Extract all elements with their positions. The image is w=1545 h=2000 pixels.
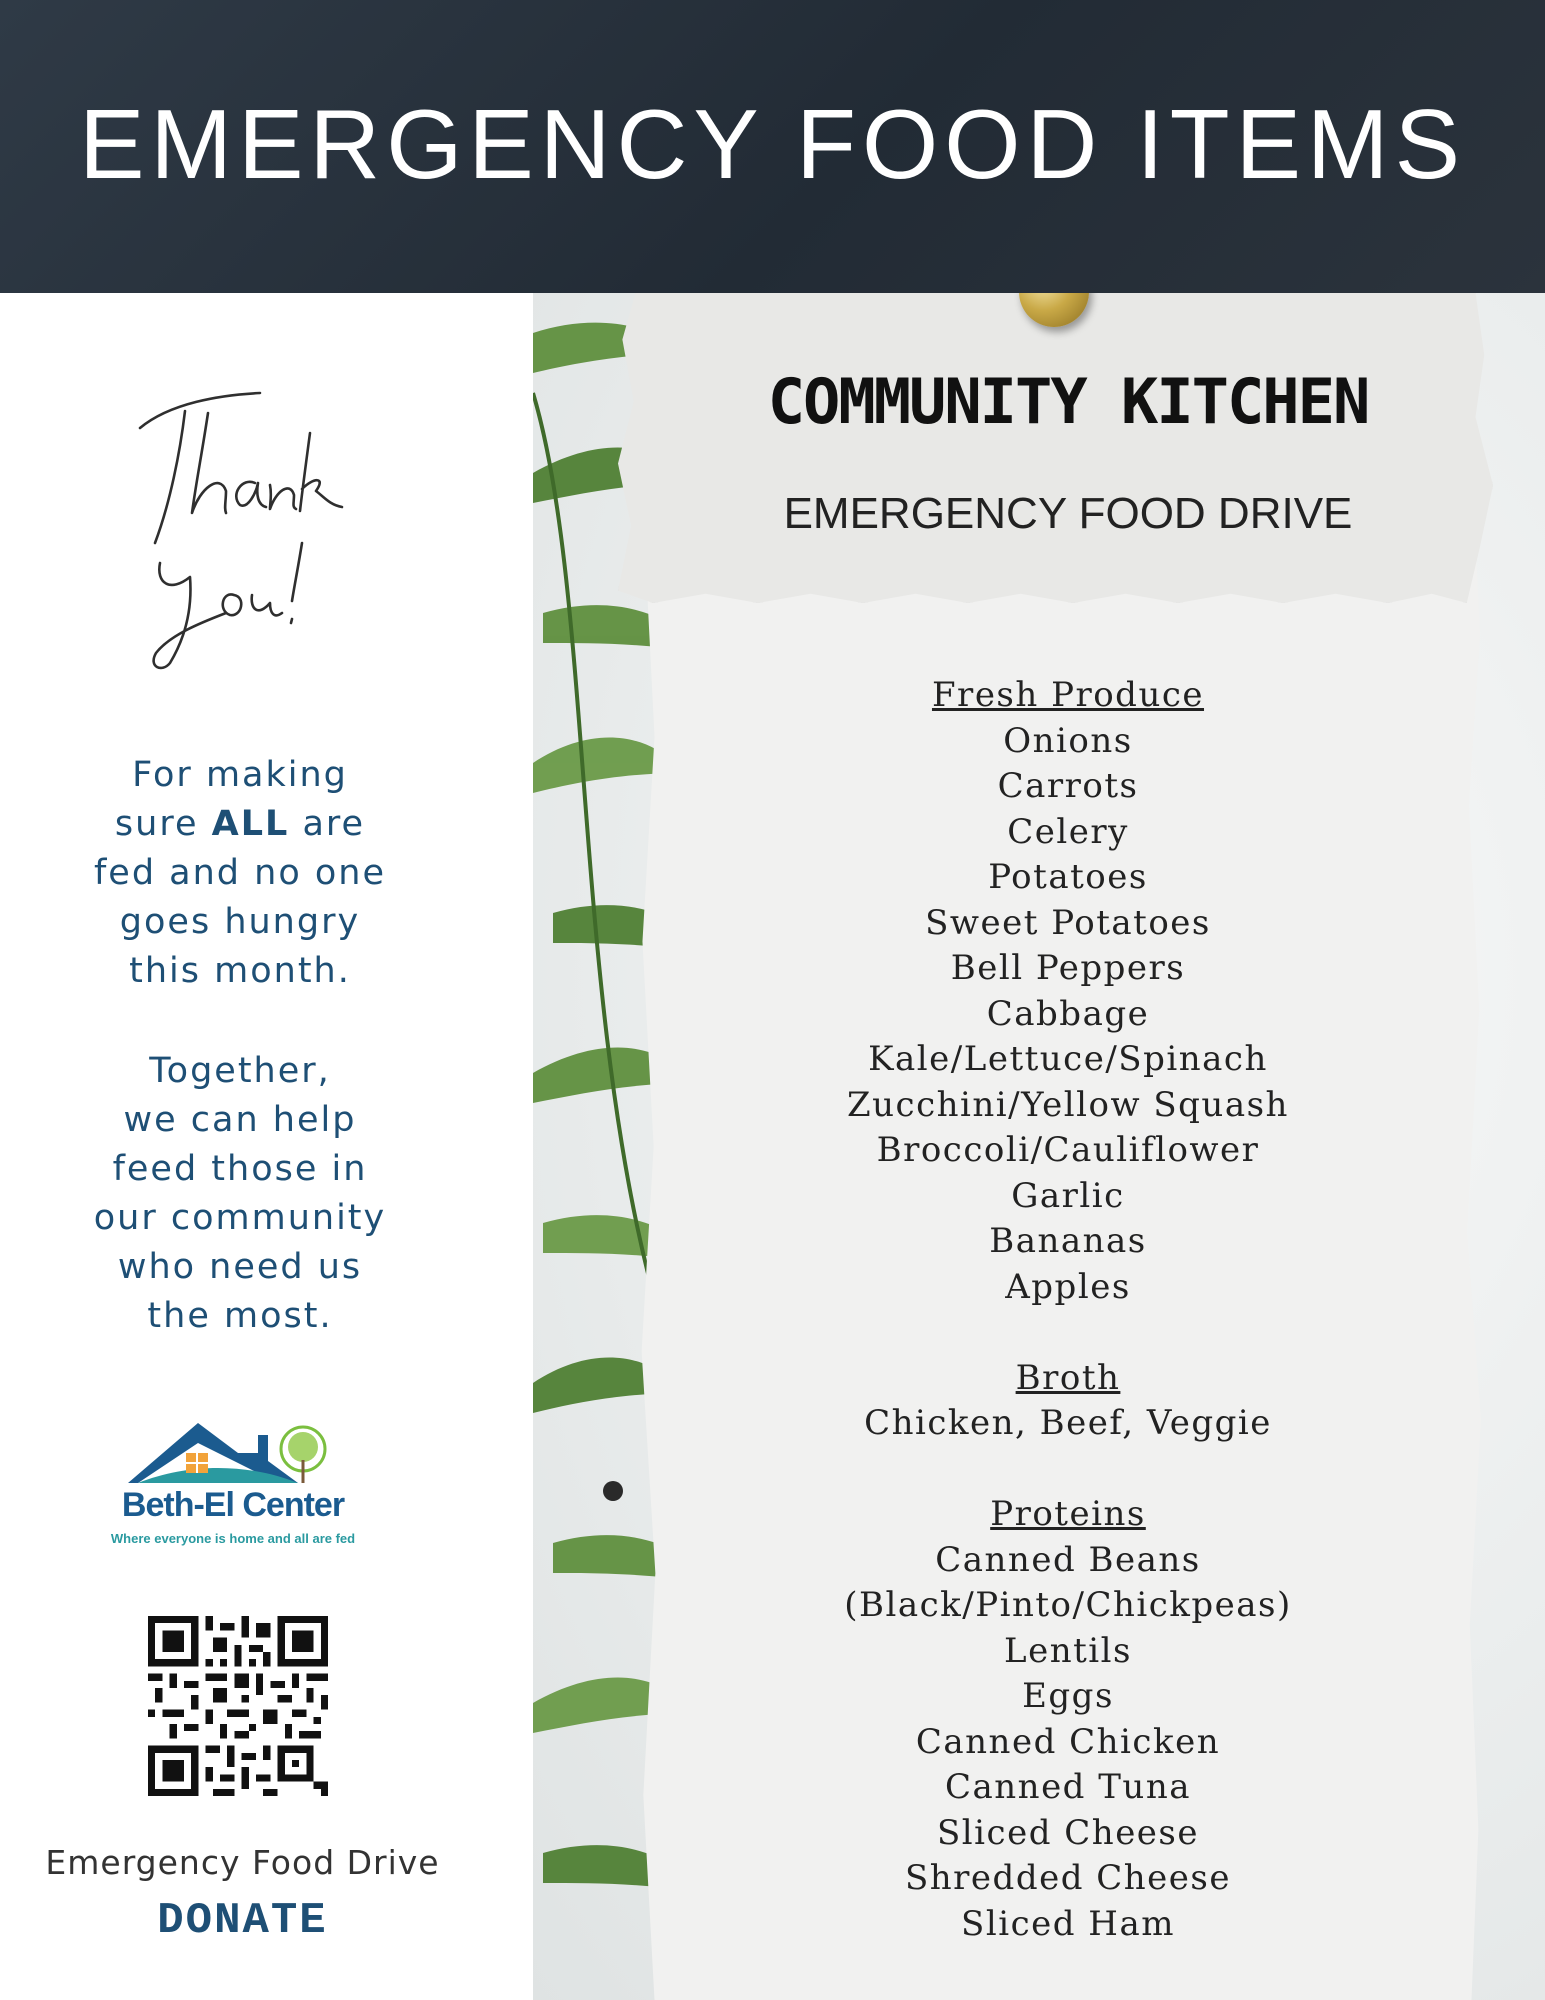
list-item: Sliced Cheese bbox=[937, 1812, 1199, 1853]
message-line: feed those in bbox=[112, 1149, 368, 1189]
emphasis-all: ALL bbox=[211, 804, 290, 844]
photo-area bbox=[533, 293, 1545, 2000]
message-line: who need us bbox=[117, 1247, 363, 1287]
list-item: Sliced Ham bbox=[961, 1903, 1175, 1944]
emergency-food-drive-label: Emergency Food Drive bbox=[45, 1843, 440, 1882]
message-line: goes hungry bbox=[119, 902, 361, 942]
logo-name: Beth-El Center bbox=[121, 1486, 345, 1524]
list-item: Garlic bbox=[1011, 1175, 1125, 1216]
header-banner bbox=[0, 0, 1545, 293]
list-item: Celery bbox=[1007, 811, 1129, 852]
list-item: Apples bbox=[1005, 1266, 1131, 1307]
list-item: Bell Peppers bbox=[950, 948, 1186, 988]
list-item: Eggs bbox=[1022, 1676, 1114, 1716]
list-item: Potatoes bbox=[988, 857, 1148, 897]
spacer bbox=[663, 1447, 1473, 1493]
list-item: Canned Chicken bbox=[915, 1721, 1221, 1762]
list-item: Shredded Cheese bbox=[904, 1858, 1231, 1898]
torn-paper-header bbox=[618, 293, 1493, 603]
list-item: Lentils bbox=[1004, 1630, 1132, 1671]
message-line: Together, bbox=[149, 1051, 331, 1091]
section-heading: Broth bbox=[1015, 1357, 1121, 1398]
list-item: Broccoli/Cauliflower bbox=[876, 1130, 1260, 1170]
list-item: (Black/Pinto/Chickpeas) bbox=[844, 1585, 1292, 1625]
message-line: this month. bbox=[129, 951, 351, 991]
food-items-list bbox=[663, 673, 1473, 1947]
together-message bbox=[20, 1047, 460, 1341]
list-item: Cabbage bbox=[986, 993, 1150, 1034]
message-line: fed and no one bbox=[93, 853, 387, 893]
list-item: Onions bbox=[1003, 720, 1133, 761]
list-item: Bananas bbox=[989, 1221, 1147, 1261]
message-line: the most. bbox=[147, 1296, 333, 1336]
left-panel bbox=[0, 293, 533, 2000]
list-item: Sweet Potatoes bbox=[925, 902, 1211, 943]
list-item: Chicken, Beef, Veggie bbox=[864, 1403, 1272, 1443]
thank-you-script-graphic bbox=[130, 373, 370, 703]
community-kitchen-title: COMMUNITY KITCHEN bbox=[767, 365, 1369, 438]
food-drive-subtitle: EMERGENCY FOOD DRIVE bbox=[783, 489, 1353, 538]
section-heading: Proteins bbox=[990, 1494, 1146, 1534]
message-line: sure ALL are bbox=[114, 804, 366, 844]
donate-link[interactable]: DONATE bbox=[157, 1896, 328, 1946]
logo-tagline: Where everyone is home and all are fed bbox=[110, 1531, 356, 1546]
thank-you-message bbox=[20, 751, 460, 996]
page-title: EMERGENCY FOOD ITEMS bbox=[79, 89, 1466, 199]
message-line: our community bbox=[93, 1198, 387, 1238]
list-item: Carrots bbox=[997, 766, 1139, 806]
section-heading: Fresh Produce bbox=[931, 675, 1205, 715]
list-item: Canned Tuna bbox=[944, 1767, 1192, 1807]
message-line: we can help bbox=[123, 1100, 357, 1140]
list-item: Kale/Lettuce/Spinach bbox=[868, 1039, 1268, 1079]
list-item: Canned Beans bbox=[935, 1539, 1201, 1580]
list-item: Zucchini/Yellow Squash bbox=[847, 1084, 1289, 1125]
donate-qr-code-icon[interactable] bbox=[148, 1616, 328, 1796]
spacer bbox=[663, 1310, 1473, 1356]
message-line: For making bbox=[132, 755, 348, 795]
